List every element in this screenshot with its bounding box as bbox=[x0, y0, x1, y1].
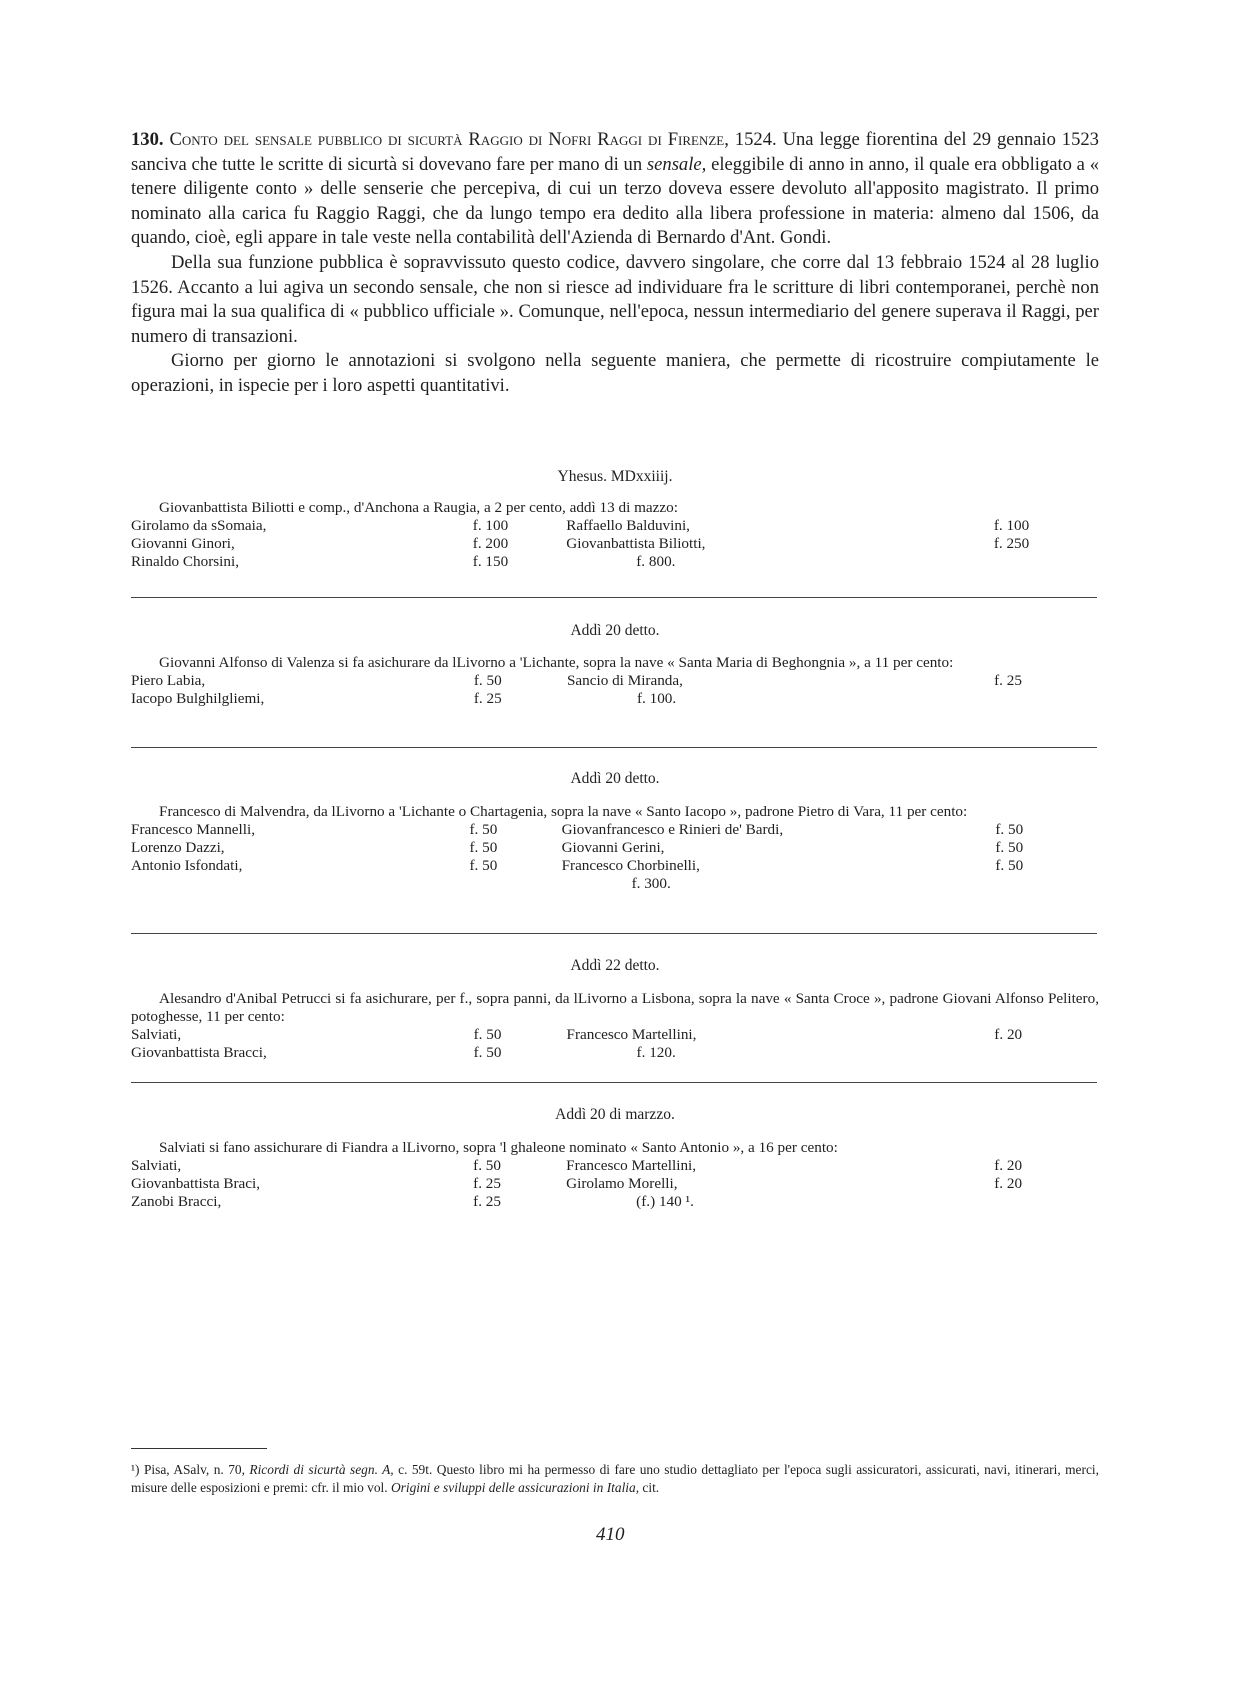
insurer-row bbox=[131, 1193, 1099, 1211]
entry-description: Giovanni Alfonso di Valenza si fa asichurare da lLivorno a 'Lichante, sopra la nave « Santa Maria di Beghongnia », a 11 per cento: bbox=[159, 654, 954, 671]
insured-amount: f. 50 bbox=[473, 672, 502, 689]
insurer-name: Iacopo Bulghilgliemi, bbox=[131, 690, 265, 707]
insurer-row bbox=[131, 1044, 1099, 1062]
insurer-row bbox=[131, 1157, 1099, 1175]
insurer-row bbox=[131, 672, 1099, 690]
insured-amount: f. 100 bbox=[472, 517, 509, 534]
insurer-name: Francesco Martellini, bbox=[566, 1026, 697, 1043]
insurer-row bbox=[131, 821, 1099, 839]
insured-amount bbox=[995, 875, 1099, 893]
insurer-name: Sancio di Miranda, bbox=[566, 672, 683, 689]
footnote-mark: ¹) bbox=[131, 1462, 140, 1477]
insurer-row bbox=[131, 553, 1099, 571]
insurer-name: f. 800. bbox=[636, 553, 676, 570]
ledger-entry bbox=[131, 622, 1099, 708]
insured-amount bbox=[994, 1044, 1099, 1062]
insured-amount: f. 150 bbox=[472, 553, 509, 570]
divider bbox=[131, 597, 1097, 598]
page-number: 410 bbox=[596, 1524, 625, 1545]
insurer-row bbox=[131, 1175, 1099, 1193]
insurer-name: f. 120. bbox=[636, 1044, 676, 1061]
insured-amount: f. 50 bbox=[995, 857, 1024, 874]
footnote-text: Pisa, ASalv, n. 70, bbox=[143, 1462, 245, 1477]
ledger-entry bbox=[131, 957, 1099, 1062]
entry-description: Giovanbattista Biliotti e comp., d'Anchona a Raugia, a 2 per cento, addì 13 di mazzo: bbox=[159, 499, 678, 516]
insurer-row bbox=[131, 1026, 1099, 1044]
entry-date-heading: Addì 22 detto. bbox=[570, 957, 660, 974]
insurer-name: Giovanbattista Braci, bbox=[131, 1175, 261, 1192]
insured-amount: f. 20 bbox=[994, 1157, 1023, 1174]
insurer-name bbox=[131, 875, 470, 893]
insurer-name: Lorenzo Dazzi, bbox=[131, 839, 225, 856]
insurer-name: Giovanni Gerini, bbox=[561, 839, 665, 856]
insurer-name: Giovanbattista Bracci, bbox=[131, 1044, 267, 1061]
insured-amount bbox=[994, 553, 1099, 571]
insured-amount bbox=[994, 690, 1099, 708]
insured-amount bbox=[994, 1193, 1099, 1211]
entry-number: 130. bbox=[131, 129, 164, 150]
footnote-rule bbox=[131, 1448, 267, 1449]
insurer-name: Giovanfrancesco e Rinieri de' Bardi, bbox=[561, 821, 784, 838]
insurer-name: Salviati, bbox=[131, 1026, 182, 1043]
divider bbox=[131, 1082, 1097, 1083]
insurer-name: Zanobi Bracci, bbox=[131, 1193, 222, 1210]
entry-date-heading: Addì 20 detto. bbox=[570, 622, 660, 639]
insured-amount: f. 50 bbox=[995, 821, 1024, 838]
footnote-text: cit. bbox=[642, 1479, 660, 1495]
insured-amount: f. 250 bbox=[993, 535, 1030, 552]
document-page bbox=[131, 128, 1099, 399]
entry-description: Salviati si fano assichurare di Fiandra a lLivorno, sopra 'l ghaleone nominato « Santo Antonio », a 16 per cento: bbox=[159, 1139, 838, 1156]
insurer-name: Giovanni Ginori, bbox=[131, 535, 235, 552]
insurer-name: f. 300. bbox=[631, 875, 671, 892]
insured-amount: f. 50 bbox=[995, 839, 1024, 856]
insured-amount: f. 100 bbox=[993, 517, 1030, 534]
intro-paragraph-2: Della sua funzione pubblica è sopravvissuto questo codice, davvero singolare, che corre dal 13 febbraio 1524 al 28 luglio 1526. Accanto a lui agiva un secondo sensale, che non si riesce ad individuare fra le scritture di libri contemporanei, perchè non figura mai la sua qualifica di « pubblico ufficiale ». Comunque, nell'epoca, nessun intermediario del genere superava il Raggi, per numero di transazioni. bbox=[131, 251, 1099, 347]
insurer-row bbox=[131, 839, 1099, 857]
entry-date-heading: Addì 20 detto. bbox=[570, 770, 660, 787]
insured-amount: f. 20 bbox=[994, 1175, 1023, 1192]
intro-text-part: Una legge fiorentina del 29 gennaio 1523 sanciva che tutte le scritte di sicurtà si dovevano fare per mano di un bbox=[131, 129, 1099, 175]
insured-amount: f. 25 bbox=[473, 1193, 501, 1210]
divider bbox=[131, 747, 1097, 748]
insurer-row bbox=[131, 690, 1099, 708]
insured-amount: f. 50 bbox=[473, 1044, 502, 1061]
insured-amount: f. 50 bbox=[469, 857, 498, 874]
insurer-name: Girolamo Morelli, bbox=[566, 1175, 678, 1192]
insurer-name: Giovanbattista Biliotti, bbox=[566, 535, 706, 552]
insurer-row bbox=[131, 535, 1099, 553]
intro-text bbox=[131, 128, 1099, 399]
insurer-name: Salviati, bbox=[131, 1157, 182, 1174]
insurer-name: (f.) 140 ¹. bbox=[636, 1193, 694, 1210]
insurer-name: Girolamo da sSomaia, bbox=[131, 517, 267, 534]
insured-amount: f. 50 bbox=[469, 839, 498, 856]
intro-paragraph-3: Giorno per giorno le annotazioni si svolgono nella seguente maniera, che permette di ricostruire compiutamente le operazioni, in ispecie per i loro aspetti quantitativi. bbox=[131, 350, 1099, 396]
insured-amount: f. 50 bbox=[469, 821, 498, 838]
intro-paragraph-1 bbox=[131, 128, 1099, 251]
insurer-name: Antonio Isfondati, bbox=[131, 857, 243, 874]
insurers-table bbox=[131, 672, 1099, 708]
entry-date-heading: Addì 20 di marzzo. bbox=[555, 1106, 675, 1123]
intro-italic-term: sensale, bbox=[646, 153, 707, 175]
footnote-text: c. 59t. Questo libro mi ha permesso di fare uno studio dettagliato per l'epoca sugli assicuratori, assicurati, navi, itinerari, merci, misure delle esposizioni e premi: cfr. il mio vol. bbox=[131, 1462, 1099, 1495]
footnote bbox=[131, 1461, 1099, 1496]
insurer-name: Francesco Chorbinelli, bbox=[561, 857, 700, 874]
insurers-table bbox=[131, 1026, 1099, 1062]
ledger-entry bbox=[131, 770, 1099, 893]
entry-description: Francesco di Malvendra, da lLivorno a 'Lichante o Chartagenia, sopra la nave « Santo Iacopo », padrone Pietro di Vara, 11 per cento: bbox=[159, 803, 968, 820]
insurers-table bbox=[131, 1157, 1099, 1211]
insurer-row bbox=[131, 875, 1099, 893]
insurers-table bbox=[131, 517, 1099, 571]
insured-amount: f. 25 bbox=[473, 1175, 501, 1192]
insured-amount: f. 50 bbox=[473, 1026, 502, 1043]
insurer-name: Rinaldo Chorsini, bbox=[131, 553, 240, 570]
ledger-entry bbox=[131, 1106, 1099, 1211]
divider bbox=[131, 933, 1097, 934]
footnote-italic: Ricordi di sicurtà segn. A, bbox=[249, 1462, 394, 1477]
insured-amount: f. 25 bbox=[473, 690, 502, 707]
intro-text-part: eleggibile di anno in anno, il quale era obbligato a « tenere diligente conto » delle senserie che percepiva, di cui un terzo doveva essere devoluto all'apposito magistrato. Il primo nominato alla carica fu Raggio Raggi, che da lungo tempo era dedito alla libera professione in materia: almeno dal 1506, da quando, cioè, egli appare in tale veste nella contabilità dell'Azienda di Bernardo d'Ant. Gondi. bbox=[131, 153, 1099, 249]
insured-amount: f. 200 bbox=[472, 535, 509, 552]
insurer-name: Raffaello Balduvini, bbox=[566, 517, 690, 534]
insurer-row bbox=[131, 857, 1099, 875]
ledger-entry bbox=[131, 468, 1099, 571]
insurers-table bbox=[131, 821, 1099, 893]
entry-description: Alesandro d'Anibal Petrucci si fa asichurare, per f., sopra panni, da lLivorno a Lisbona, sopra la nave « Santa Croce », padrone Giovani Alfonso Pelitero, potoghesse, 11 per cento: bbox=[131, 990, 1099, 1025]
insured-amount: f. 50 bbox=[473, 1157, 501, 1174]
entry-date-heading: Yhesus. MDxxiiij. bbox=[557, 468, 673, 485]
section-heading: Conto del sensale pubblico di sicurtà Raggio di Nofri Raggi di Firenze, 1524. bbox=[169, 129, 777, 150]
insurer-name: Francesco Martellini, bbox=[566, 1157, 697, 1174]
footnote-italic: Origini e sviluppi delle assicurazioni in Italia, bbox=[390, 1479, 640, 1495]
insurer-name: Piero Labia, bbox=[131, 672, 206, 689]
insurer-name: f. 100. bbox=[636, 690, 677, 707]
insured-amount: f. 20 bbox=[994, 1026, 1023, 1043]
insured-amount bbox=[470, 875, 562, 893]
insurer-row bbox=[131, 517, 1099, 535]
insurer-name: Francesco Mannelli, bbox=[131, 821, 255, 838]
insured-amount: f. 25 bbox=[994, 672, 1022, 689]
